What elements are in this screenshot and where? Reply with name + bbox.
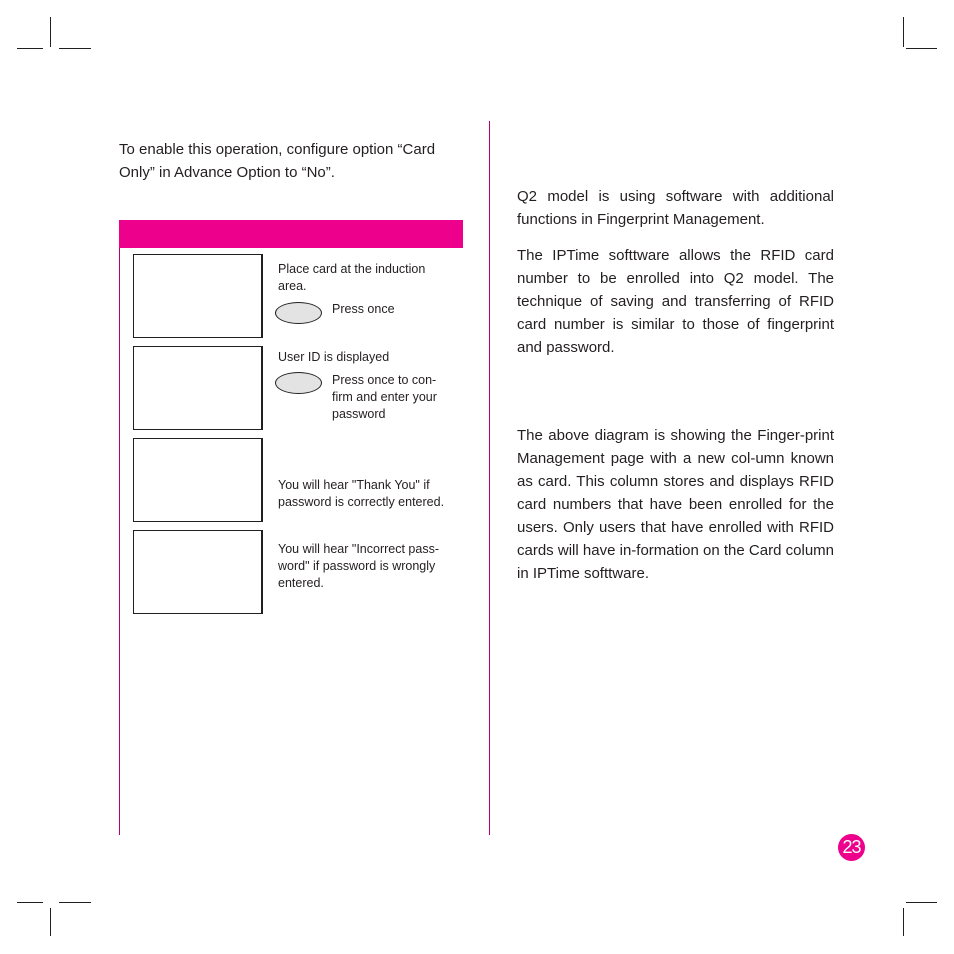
crop-mark [906,48,937,49]
intro-text: To enable this operation, configure option “Card Only” in Advance Option to “No”. [119,141,436,181]
crop-mark [17,902,43,903]
step-4-text: You will hear "Incorrect pass-word" if password is wrongly entered. [278,542,439,590]
paragraph-1: Q2 model is using software with additional functions in Fingerprint Management. [517,188,834,228]
paragraph-3: The above diagram is showing the Finger-print Management page with a new col-umn known as card. This column stores and displays RFID card numbers that have been enrolled for the users. Only users that have enrolled with RFID cards will have in-formation on the Card column in IPTime softtware. [517,427,834,582]
step-1-key-label: Press once [332,302,395,316]
crop-mark [59,902,91,903]
paragraph-2: The IPTime softtware allows the RFID card number to be enrolled into Q2 model. The technique of saving and transferring of RFID card number is similar to those of fingerprint and password. [517,247,834,356]
screen-placeholder [133,530,263,614]
page-number: 23 [838,834,865,861]
left-column-rule [119,248,120,835]
crop-mark [17,48,43,49]
step-1-text: Place card at the induction area. [278,262,426,293]
crop-mark [903,17,904,47]
crop-mark [903,908,904,936]
keypad-button-icon [275,302,322,324]
center-column-rule [489,121,490,835]
section-header-bar [119,220,463,248]
crop-mark [59,48,91,49]
screen-placeholder [133,254,263,338]
crop-mark [906,902,937,903]
step-2-text: User ID is displayed [278,350,390,364]
crop-mark [50,908,51,936]
crop-mark [50,17,51,47]
screen-placeholder [133,346,263,430]
keypad-button-icon [275,372,322,394]
step-2-key-label: Press once to con-firm and enter your password [332,373,437,421]
screen-placeholder [133,438,263,522]
step-3-text: You will hear "Thank You" if password is correctly entered. [278,478,445,509]
